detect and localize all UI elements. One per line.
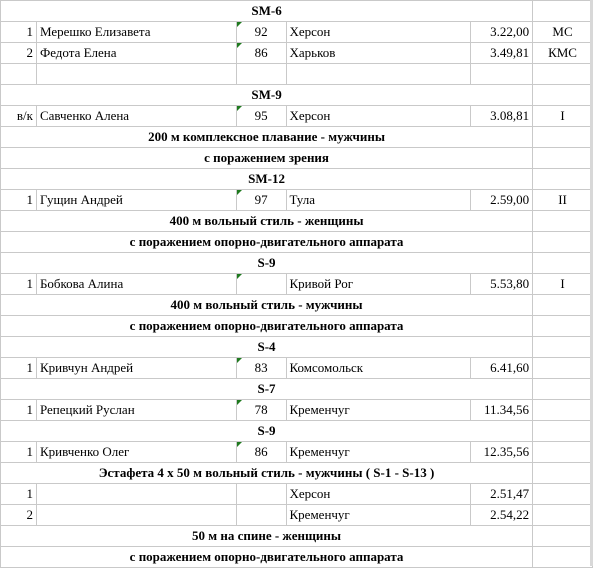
city-cell[interactable]: Кременчуг: [286, 505, 471, 526]
section-heading: 200 м комплексное плавание - мужчины: [1, 127, 533, 148]
place-cell[interactable]: 1: [1, 400, 37, 421]
rank-cell[interactable]: I: [533, 274, 593, 295]
place-cell[interactable]: в/к: [1, 106, 37, 127]
section-heading-row: [1, 421, 593, 442]
place-cell[interactable]: 1: [1, 190, 37, 211]
city-cell[interactable]: Херсон: [286, 484, 471, 505]
name-cell[interactable]: [36, 505, 236, 526]
rank-cell[interactable]: I: [533, 106, 593, 127]
birth-year-cell[interactable]: [236, 190, 286, 211]
time-cell[interactable]: 3.22,00: [471, 22, 533, 43]
table-row: [1, 400, 593, 421]
section-heading-row: [1, 295, 593, 316]
table-row: [1, 505, 593, 526]
place-cell[interactable]: [1, 64, 37, 85]
place-cell[interactable]: 1: [1, 358, 37, 379]
name-cell[interactable]: Савченко Алена: [36, 106, 236, 127]
section-heading: S-9: [1, 421, 533, 442]
rank-cell[interactable]: МС: [533, 22, 593, 43]
place-cell[interactable]: 2: [1, 505, 37, 526]
name-cell[interactable]: Федота Елена: [36, 43, 236, 64]
comment-marker-icon: [237, 274, 242, 279]
section-heading-row: [1, 253, 593, 274]
section-heading: 400 м вольный стиль - мужчины: [1, 295, 533, 316]
birth-year-value: 78: [254, 402, 268, 417]
time-cell[interactable]: 3.49,81: [471, 43, 533, 64]
city-cell[interactable]: Тула: [286, 190, 471, 211]
table-row: [1, 484, 593, 505]
birth-year-value: 95: [254, 108, 268, 123]
blank-cell: [533, 253, 593, 274]
time-cell[interactable]: 2.51,47: [471, 484, 533, 505]
comment-marker-icon: [237, 22, 242, 27]
section-heading-row: [1, 526, 593, 547]
section-heading-row: [1, 337, 593, 358]
section-heading-row: [1, 169, 593, 190]
blank-cell: [533, 232, 593, 253]
table-row: [1, 190, 593, 211]
time-cell[interactable]: 12.35,56: [471, 442, 533, 463]
birth-year-cell[interactable]: [236, 484, 286, 505]
birth-year-value: 86: [254, 444, 268, 459]
section-heading-row: [1, 463, 593, 484]
time-cell[interactable]: 11.34,56: [471, 400, 533, 421]
rank-cell[interactable]: [533, 64, 593, 85]
comment-marker-icon: [237, 43, 242, 48]
birth-year-cell[interactable]: [236, 505, 286, 526]
birth-year-cell[interactable]: [236, 106, 286, 127]
birth-year-cell[interactable]: [236, 358, 286, 379]
time-cell[interactable]: 2.54,22: [471, 505, 533, 526]
table-row: [1, 64, 593, 85]
blank-cell: [533, 85, 593, 106]
place-cell[interactable]: 1: [1, 274, 37, 295]
birth-year-cell[interactable]: [236, 274, 286, 295]
section-heading: S-4: [1, 337, 533, 358]
comment-marker-icon: [237, 190, 242, 195]
section-heading: S-7: [1, 379, 533, 400]
blank-cell: [533, 211, 593, 232]
place-cell[interactable]: 2: [1, 43, 37, 64]
section-subheading: с поражением опорно-двигательного аппарата: [1, 316, 533, 337]
section-subheading: с поражением опорно-двигательного аппарата: [1, 232, 533, 253]
table-row: [1, 274, 593, 295]
place-cell[interactable]: 1: [1, 22, 37, 43]
section-heading: SM-12: [1, 169, 533, 190]
birth-year-value: 86: [254, 45, 268, 60]
birth-year-value: 97: [254, 192, 268, 207]
blank-cell: [533, 1, 593, 22]
section-heading: 400 м вольный стиль - женщины: [1, 211, 533, 232]
city-cell[interactable]: Кременчуг: [286, 400, 471, 421]
birth-year-value: 83: [254, 360, 268, 375]
section-heading-row: [1, 211, 593, 232]
rank-cell[interactable]: [533, 505, 593, 526]
comment-marker-icon: [237, 400, 242, 405]
name-cell[interactable]: Бобкова Алина: [36, 274, 236, 295]
section-subheading-row: [1, 547, 593, 568]
name-cell[interactable]: Кривчун Андрей: [36, 358, 236, 379]
blank-cell: [533, 316, 593, 337]
blank-cell: [533, 547, 593, 568]
birth-year-cell[interactable]: [236, 43, 286, 64]
section-heading: S-9: [1, 253, 533, 274]
blank-cell: [533, 337, 593, 358]
city-cell[interactable]: [286, 64, 471, 85]
name-cell[interactable]: Гущин Андрей: [36, 190, 236, 211]
rank-cell[interactable]: [533, 358, 593, 379]
blank-cell: [533, 127, 593, 148]
section-subheading-row: [1, 316, 593, 337]
name-cell[interactable]: Мерешко Елизавета: [36, 22, 236, 43]
section-heading-row: [1, 85, 593, 106]
blank-cell: [533, 526, 593, 547]
blank-cell: [533, 148, 593, 169]
city-cell[interactable]: Кременчуг: [286, 442, 471, 463]
blank-cell: [533, 463, 593, 484]
comment-marker-icon: [237, 442, 242, 447]
birth-year-cell[interactable]: [236, 442, 286, 463]
table-row: [1, 358, 593, 379]
comment-marker-icon: [237, 106, 242, 111]
table-row: [1, 43, 593, 64]
name-cell[interactable]: [36, 64, 236, 85]
birth-year-cell[interactable]: [236, 400, 286, 421]
rank-cell[interactable]: [533, 442, 593, 463]
section-heading: 50 м на спине - женщины: [1, 526, 533, 547]
city-cell[interactable]: Комсомольск: [286, 358, 471, 379]
blank-cell: [533, 421, 593, 442]
section-heading-row: [1, 127, 593, 148]
name-cell[interactable]: Кривченко Олег: [36, 442, 236, 463]
section-heading: Эстафета 4 х 50 м вольный стиль - мужчины ( S-1 - S-13 ): [1, 463, 533, 484]
time-cell[interactable]: 5.53,80: [471, 274, 533, 295]
city-cell[interactable]: Кривой Рог: [286, 274, 471, 295]
rank-cell[interactable]: КМС: [533, 43, 593, 64]
name-cell[interactable]: [36, 484, 236, 505]
time-cell[interactable]: 2.59,00: [471, 190, 533, 211]
section-subheading: с поражением зрения: [1, 148, 533, 169]
section-subheading-row: [1, 232, 593, 253]
comment-marker-icon: [237, 358, 242, 363]
city-cell[interactable]: Херсон: [286, 22, 471, 43]
blank-cell: [533, 295, 593, 316]
table-row: [1, 22, 593, 43]
section-heading: SM-9: [1, 85, 533, 106]
name-cell[interactable]: Репецкий Руслан: [36, 400, 236, 421]
section-heading-row: [1, 1, 593, 22]
section-heading-row: [1, 379, 593, 400]
section-subheading-row: [1, 148, 593, 169]
rank-cell[interactable]: [533, 484, 593, 505]
city-cell[interactable]: Херсон: [286, 106, 471, 127]
rank-cell[interactable]: [533, 400, 593, 421]
table-row: [1, 106, 593, 127]
blank-cell: [533, 379, 593, 400]
city-cell[interactable]: Харьков: [286, 43, 471, 64]
blank-cell: [533, 169, 593, 190]
table-row: [1, 442, 593, 463]
birth-year-cell[interactable]: [236, 64, 286, 85]
place-cell[interactable]: 1: [1, 484, 37, 505]
section-heading: SM-6: [1, 1, 533, 22]
place-cell[interactable]: 1: [1, 442, 37, 463]
time-cell[interactable]: [471, 64, 533, 85]
time-cell[interactable]: 3.08,81: [471, 106, 533, 127]
time-cell[interactable]: 6.41,60: [471, 358, 533, 379]
rank-cell[interactable]: II: [533, 190, 593, 211]
birth-year-value: 92: [254, 24, 268, 39]
birth-year-cell[interactable]: [236, 22, 286, 43]
section-subheading: с поражением опорно-двигательного аппарата: [1, 547, 533, 568]
